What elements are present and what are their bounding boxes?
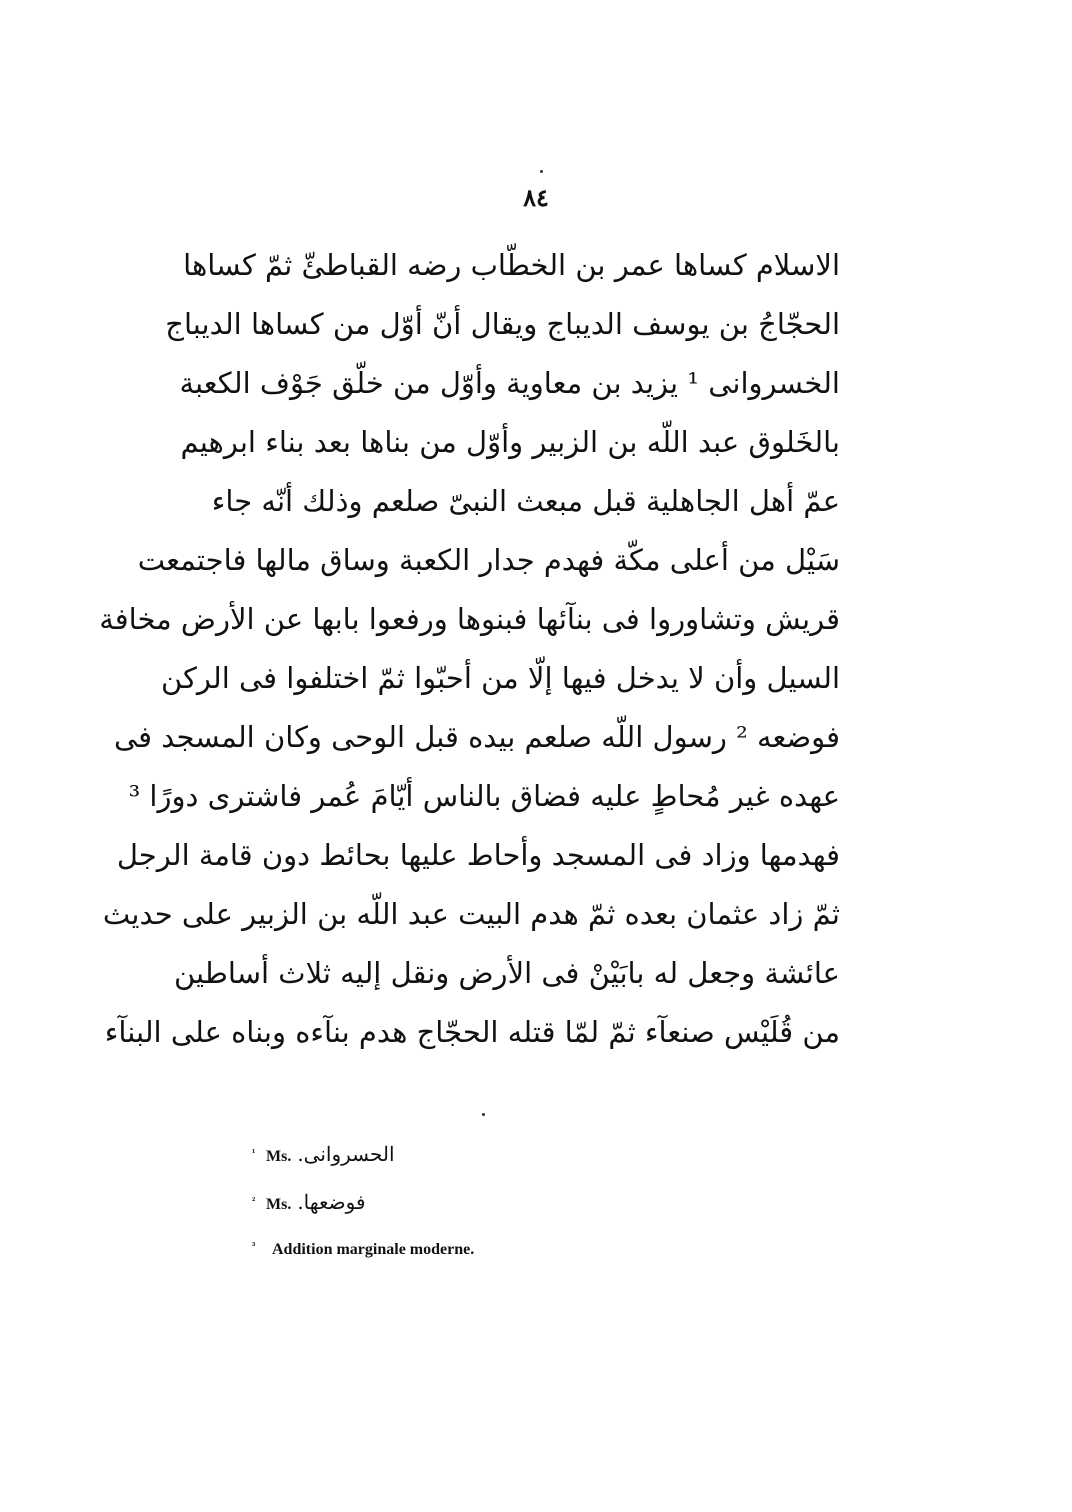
footnote-marker: ²	[252, 1195, 256, 1207]
footnote-text: الحسروانى.	[297, 1142, 395, 1166]
text-line: بالخَلوق عبد اللّه بن الزبير وأوّل من بناها بعد بناء ابرهيم	[180, 425, 840, 459]
scan-speck	[540, 170, 543, 173]
arabic-body-text	[99, 236, 840, 1062]
page-number: ٨٤	[523, 183, 549, 212]
footnote-marker: ³	[252, 1240, 256, 1252]
text-line: الاسلام كساها عمر بن الخطّاب رضه القباطئّ ثمّ كساها	[183, 248, 840, 282]
scan-speck	[482, 1113, 485, 1116]
footnote-3	[252, 1226, 772, 1274]
text-line: فهدمها وزاد فى المسجد وأحاط عليها بحائط دون قامة الرجل	[116, 838, 840, 872]
footnotes	[252, 1130, 772, 1274]
footnote-text: فوضعها.	[297, 1190, 366, 1214]
text-line: فوضعه ² رسول اللّه صلعم بيده قبل الوحى وكان المسجد فى	[114, 720, 840, 754]
footnote-text: Addition marginale moderne.	[272, 1241, 475, 1258]
footnote-1	[252, 1130, 772, 1178]
text-line: عهده غير مُحاطٍ عليه فضاق بالناس أيّامَ عُمر فاشترى دورًا ³	[128, 779, 840, 813]
footnote-2	[252, 1178, 772, 1226]
footnote-marker: ¹	[252, 1147, 256, 1159]
text-line: السيل وأن لا يدخل فيها إلّا من أحبّوا ثمّ اختلفوا فى الركن	[161, 661, 840, 695]
text-line: سَيْل من أعلى مكّة فهدم جدار الكعبة وساق مالها فاجتمعت	[137, 543, 840, 577]
text-line: الخسروانى ¹ يزيد بن معاوية وأوّل من خلّق جَوْف الكعبة	[179, 366, 840, 400]
footnote-label: Ms.	[266, 1148, 292, 1165]
text-line: عمّ أهل الجاهلية قبل مبعث النبىّ صلعم وذلك أنّه جاء	[211, 484, 840, 518]
footnote-label: Ms.	[266, 1196, 292, 1213]
text-line: من قُلَيْس صنعآء ثمّ لمّا قتله الحجّاج هدم بنآءه وبناه على البنآء	[104, 1015, 840, 1049]
text-line: ثمّ زاد عثمان بعده ثمّ هدم البيت عبد اللّه بن الزبير على حديث	[102, 897, 840, 931]
text-line: الحجّاجُ بن يوسف الديباج ويقال أنّ أوّل من كساها الديباج	[165, 307, 840, 341]
text-line: قريش وتشاوروا فى بنآئها فبنوها ورفعوا بابها عن الأرض مخافة	[99, 602, 840, 636]
text-line: عائشة وجعل له بابَيْنْ فى الأرض ونقل إليه ثلاث أساطين	[173, 956, 840, 990]
